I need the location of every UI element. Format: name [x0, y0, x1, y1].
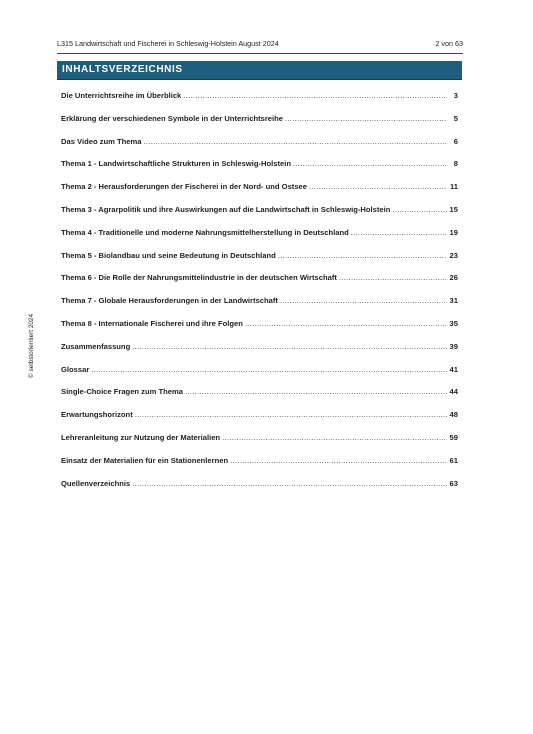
toc-entry-page: 41: [449, 364, 458, 374]
page-header: [57, 39, 463, 54]
toc-entry-title: Thema 4 - Traditionelle und moderne Nahrungsmittelherstellung in Deutschland: [61, 227, 349, 237]
toc-dot-leader: [222, 433, 447, 442]
toc-entry-title: Die Unterrichtsreihe im Überblick: [61, 91, 182, 100]
toc-dot-leader: [183, 91, 447, 100]
toc-entry[interactable]: [61, 137, 458, 160]
toc-entry[interactable]: [61, 456, 458, 479]
toc-entry[interactable]: [61, 365, 458, 388]
toc-entry[interactable]: [61, 342, 458, 365]
toc-entry-title: Quellenverzeichnis: [61, 478, 131, 488]
toc-entry-page: 11: [449, 182, 458, 192]
toc-entry-page: 35: [449, 318, 458, 328]
toc-entry-page: 39: [449, 341, 458, 351]
toc-entry[interactable]: [61, 114, 458, 137]
toc-entry-page: 59: [449, 432, 458, 442]
toc-entry-title: Glossar: [61, 364, 90, 374]
toc-entry[interactable]: [61, 296, 458, 319]
toc-entry-title: Thema 3 - Agrarpolitik und ihre Auswirkungen auf die Landwirtschaft in Schleswig-Holstein: [61, 204, 391, 214]
toc-entry-page: 23: [449, 250, 458, 260]
toc-entry[interactable]: [61, 273, 458, 296]
toc-entry[interactable]: [61, 251, 458, 274]
toc-entry[interactable]: [61, 387, 458, 410]
toc-entry[interactable]: [61, 159, 458, 182]
toc-entry-page: 5: [453, 113, 458, 123]
copyright-note: © selbstorientiert 2024: [28, 313, 35, 378]
toc-entry-title: Thema 1 - Landwirtschaftliche Strukturen in Schleswig-Holstein: [61, 159, 291, 169]
toc-dot-leader: [185, 387, 447, 396]
toc-heading: INHALTSVERZEICHNIS: [62, 64, 183, 75]
toc-entry-title: Einsatz der Materialien für ein Stationenlernen: [61, 455, 229, 465]
toc-dot-leader: [309, 182, 447, 191]
toc-dot-leader: [339, 273, 447, 282]
table-of-contents: [61, 91, 458, 501]
toc-entry-title: Thema 2 - Herausforderungen der Fischerei in der Nord- und Ostsee: [61, 182, 308, 192]
toc-entry-title: Thema 7 - Globale Herausforderungen in der Landwirtschaft: [61, 296, 278, 306]
toc-entry-page: 26: [449, 273, 458, 283]
toc-entry[interactable]: [61, 182, 458, 205]
toc-dot-leader: [132, 342, 447, 351]
toc-dot-leader: [230, 456, 447, 465]
toc-entry-page: 8: [453, 159, 458, 169]
toc-entry[interactable]: [61, 228, 458, 251]
toc-entry[interactable]: [61, 205, 458, 228]
toc-entry-title: Erklärung der verschiedenen Symbole in der Unterrichtsreihe: [61, 113, 283, 123]
header-document-title: L315 Landwirtschaft und Fischerei in Schleswig-Holstein August 2024: [57, 39, 279, 48]
toc-entry[interactable]: [61, 319, 458, 342]
toc-entry-page: 19: [449, 227, 458, 237]
toc-entry-page: 31: [449, 296, 458, 306]
toc-entry-page: 6: [453, 136, 458, 146]
toc-entry-page: 63: [449, 478, 458, 488]
toc-dot-leader: [278, 251, 447, 260]
toc-entry-page: 15: [449, 204, 458, 214]
toc-entry[interactable]: [61, 479, 458, 502]
toc-entry-page: 48: [449, 410, 458, 420]
toc-dot-leader: [245, 319, 447, 328]
toc-entry-title: Das Video zum Thema: [61, 136, 142, 146]
toc-heading-band: [57, 61, 462, 79]
toc-dot-leader: [280, 296, 447, 305]
toc-dot-leader: [135, 410, 447, 419]
toc-entry-title: Thema 6 - Die Rolle der Nahrungsmittelindustrie in der deutschen Wirtschaft: [61, 273, 337, 283]
toc-entry[interactable]: [61, 410, 458, 433]
toc-entry-title: Thema 5 - Biolandbau und seine Bedeutung in Deutschland: [61, 250, 276, 260]
toc-entry-title: Lehreranleitung zur Nutzung der Materialien: [61, 432, 221, 442]
toc-dot-leader: [285, 114, 447, 123]
toc-dot-leader: [293, 159, 447, 168]
toc-dot-leader: [132, 479, 447, 488]
header-page-number: 2 von 63: [435, 39, 463, 48]
toc-entry-page: 44: [449, 387, 458, 397]
toc-entry[interactable]: [61, 91, 458, 114]
toc-dot-leader: [91, 365, 447, 374]
toc-entry[interactable]: [61, 433, 458, 456]
toc-entry-title: Erwartungshorizont: [61, 410, 133, 420]
toc-dot-leader: [351, 228, 447, 237]
toc-entry-title: Thema 8 - Internationale Fischerei und ihre Folgen: [61, 318, 243, 328]
toc-dot-leader: [143, 137, 447, 146]
toc-entry-page: 61: [449, 455, 458, 465]
toc-entry-title: Single-Choice Fragen zum Thema: [61, 387, 183, 397]
toc-entry-title: Zusammenfassung: [61, 341, 131, 351]
toc-dot-leader: [392, 205, 447, 214]
toc-entry-page: 3: [453, 91, 458, 100]
